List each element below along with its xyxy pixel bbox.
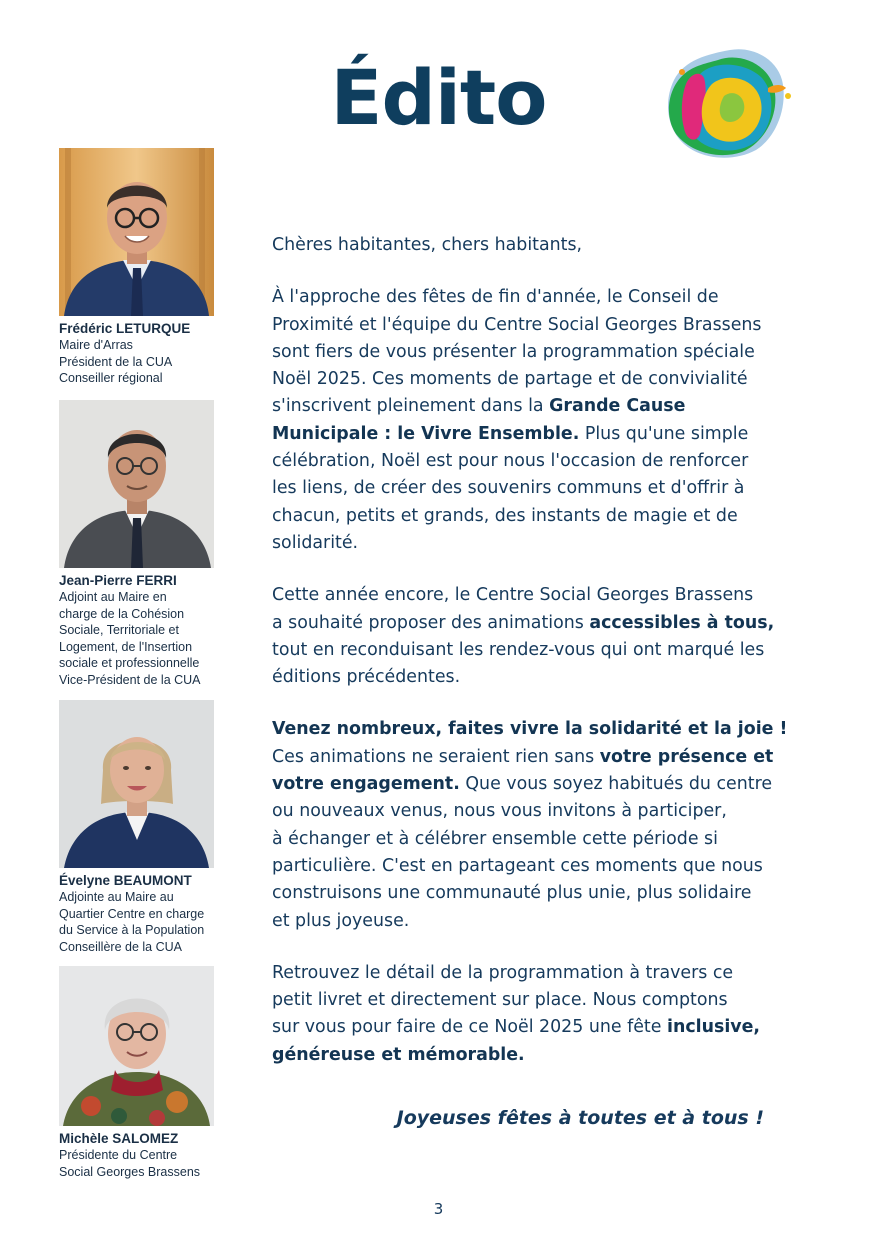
person-role: Conseillère de la CUA xyxy=(59,939,182,954)
portrait-leturque xyxy=(59,148,214,316)
person-role: Président de la CUA xyxy=(59,354,173,369)
person-role: charge de la Cohésion xyxy=(59,606,185,621)
portrait-ferri xyxy=(59,400,214,568)
portrait-beaumont xyxy=(59,700,214,868)
person-role: Présidente du Centre xyxy=(59,1148,178,1162)
text-line: généreuse et mémorable. xyxy=(272,1044,525,1065)
person-name: Jean-Pierre FERRI xyxy=(59,573,177,588)
person-role: Quartier Centre en charge xyxy=(59,906,205,921)
person-role: Logement, de l'Insertion xyxy=(59,639,193,654)
text-line: Venez nombreux, faites vivre la solidarité et la joie ! xyxy=(272,719,788,740)
paragraph-4 xyxy=(272,960,832,1069)
text-line: Cette année encore, le Centre Social Georges Brassens xyxy=(272,585,754,606)
text-line: ou nouveaux venus, nous vous invitons à participer, xyxy=(272,801,727,822)
text-line: votre engagement. Que vous soyez habitués du centre xyxy=(272,774,773,795)
person-name: Frédéric LETURQUE xyxy=(59,321,191,336)
text-line: solidarité. xyxy=(272,532,359,553)
text-line: Retrouvez le détail de la programmation à travers ce xyxy=(272,962,734,983)
person-role: Sociale, Territoriale et xyxy=(59,623,179,637)
text-line: sur vous pour faire de ce Noël 2025 une fête inclusive, xyxy=(272,1017,761,1038)
text-line: et plus joyeuse. xyxy=(272,910,410,931)
text-line: sont fiers de vous présenter la programmation spéciale xyxy=(272,341,755,362)
person-role: Social Georges Brassens xyxy=(59,1164,201,1179)
person-role: sociale et professionnelle xyxy=(59,656,200,670)
centre-social-logo xyxy=(660,44,798,164)
text-line: a souhaité proposer des animations accessibles à tous, xyxy=(272,612,775,633)
text-line: Noël 2025. Ces moments de partage et de convivialité xyxy=(272,369,748,390)
person-name: Évelyne BEAUMONT xyxy=(59,873,192,888)
person-role: Vice-Président de la CUA xyxy=(59,672,201,687)
text-line: tout en reconduisant les rendez-vous qui ont marqué les xyxy=(272,639,765,660)
greeting: Chères habitantes, chers habitants, xyxy=(272,235,583,255)
person-card-ferri xyxy=(59,400,219,688)
text-line: petit livret et directement sur place. Nous comptons xyxy=(272,990,728,1011)
text-line: À l'approche des fêtes de fin d'année, le Conseil de xyxy=(272,287,719,308)
paragraph-3 xyxy=(272,716,832,934)
person-role: Adjoint au Maire en xyxy=(59,590,167,604)
text-line: les liens, de créer des souvenirs communs et d'offrir à xyxy=(272,478,745,499)
person-role: Maire d'Arras xyxy=(59,338,133,352)
person-role: Conseiller régional xyxy=(59,371,163,385)
text-line: particulière. C'est en partageant ces moments que nous xyxy=(272,855,763,876)
text-line: éditions précédentes. xyxy=(272,667,461,688)
page-title: Édito xyxy=(330,53,547,142)
text-line: à échanger et à célébrer ensemble cette période si xyxy=(272,828,718,849)
text-line: construisons une communauté plus unie, plus solidaire xyxy=(272,883,752,904)
text-line: Municipale : le Vivre Ensemble. Plus qu'une simple xyxy=(272,423,749,444)
text-line: chacun, petits et grands, des instants de magie et de xyxy=(272,505,738,526)
person-card-leturque xyxy=(59,148,219,387)
portrait-salomez xyxy=(59,966,214,1126)
edito-letter xyxy=(272,232,832,1094)
text-line: Proximité et l'équipe du Centre Social Georges Brassens xyxy=(272,314,762,335)
page-number: 3 xyxy=(433,1200,444,1218)
text-line: Ces animations ne seraient rien sans votre présence et xyxy=(272,746,774,767)
paragraph-2 xyxy=(272,582,832,691)
text-line: célébration, Noël est pour nous l'occasion de renforcer xyxy=(272,451,749,472)
person-name: Michèle SALOMEZ xyxy=(59,1131,179,1146)
person-role: du Service à la Population xyxy=(59,923,205,937)
person-card-beaumont xyxy=(59,700,219,955)
person-role: Adjointe au Maire au xyxy=(59,890,174,904)
paragraph-1 xyxy=(272,284,832,557)
text-line: s'inscrivent pleinement dans la Grande Cause xyxy=(272,396,686,417)
person-card-salomez xyxy=(59,966,219,1180)
closing-wishes: Joyeuses fêtes à toutes et à tous ! xyxy=(396,1107,764,1129)
